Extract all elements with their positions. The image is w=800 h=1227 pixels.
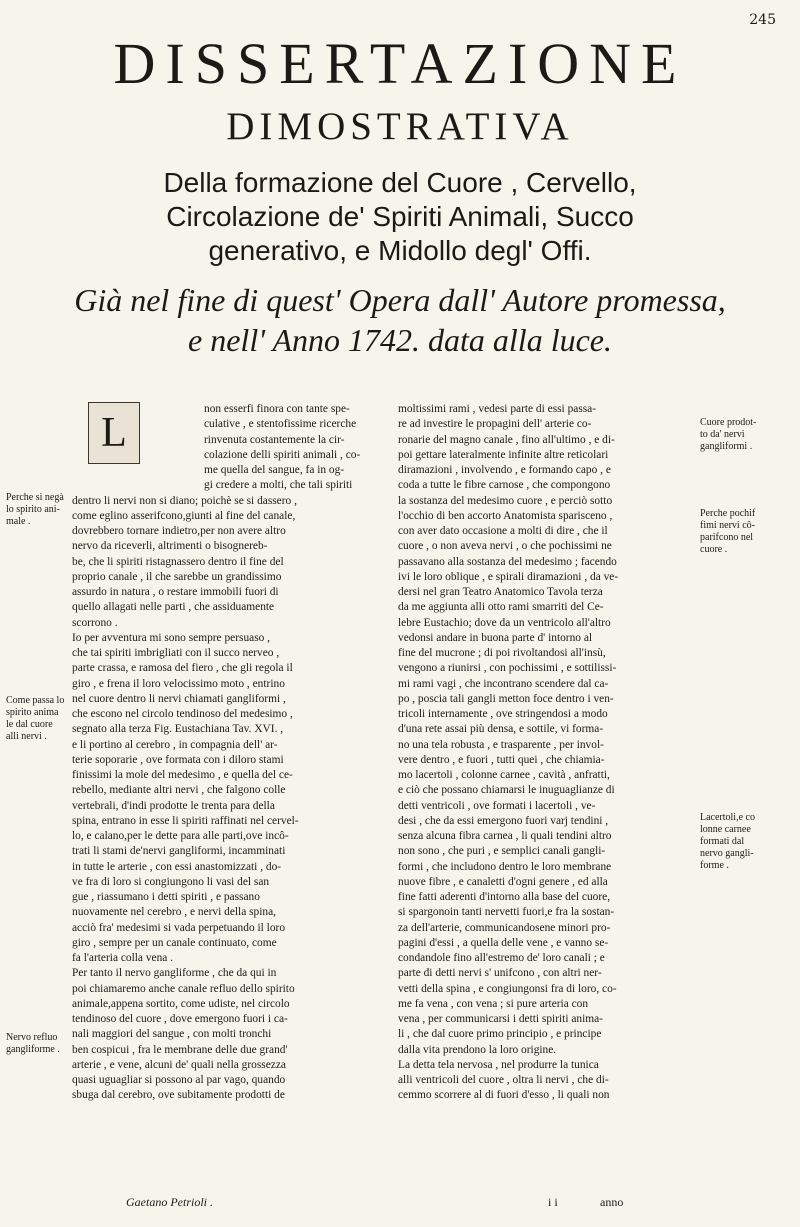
text-line: Per tanto il nervo gangliforme , che da qui in — [72, 967, 277, 980]
text-line: nel cuore dentro li nervi chiamati gangliformi , — [72, 692, 286, 705]
text-line: parte crassa, e ramosa del fiero , che gli regola il — [72, 662, 293, 675]
text-line: giro , sempre per un canale continuato, come — [72, 936, 277, 949]
margin-note-line: parifcono nel — [700, 532, 754, 543]
text-line: li , che dal cuore primo principio , e principe — [398, 1028, 602, 1041]
catchword: anno — [600, 1195, 624, 1209]
text-line: be, che li spiriti ristagnassero dentro il fine del — [72, 555, 284, 568]
text-line: giro , e frena il loro velocissimo moto , entrino — [72, 677, 285, 690]
text-line: lebre Eustachio; dove da un ventricolo all'altro — [398, 616, 611, 629]
right-margin-note — [700, 508, 790, 556]
text-line: ivi le loro oblique , e spirali diramazioni , da ve- — [398, 570, 619, 583]
text-line: tricoli internamente , ove stringendosi a modo — [398, 708, 608, 720]
text-line: po , poscia tali gangli metton foce dentro i ven- — [398, 692, 614, 705]
text-line: in tutte le arterie , con essi anastomizzati , do- — [72, 860, 282, 873]
text-line: me quella del sangue, fa in og- — [204, 464, 345, 476]
text-line: poi gettare lateralmente infinite altre reticolari — [398, 448, 609, 461]
text-line: tendinoso del cuore , dove emergono fuori i ca- — [72, 1013, 288, 1025]
text-line: condandole fino all'estremo de' loro canali ; e — [398, 952, 605, 964]
text-line: proprio canale , il che sarebbe un grandissimo — [72, 570, 282, 583]
text-line: re ad investire le propagini dell' arterie co- — [398, 418, 592, 431]
text-line: passavano alla sostanza del medesimo ; facendo — [398, 555, 617, 568]
margin-note-line: nervo gangli- — [700, 848, 754, 859]
text-line: poi chiamaremo anche canale refluo dello spirito — [72, 982, 295, 995]
text-line: nali maggiori del sangue , con molti tronchi — [72, 1028, 272, 1041]
text-line: da me aggiunta alli otto rami smarriti del Ce- — [398, 601, 604, 614]
text-line: finissimi la mole del medesimo , e quella del ce- — [72, 769, 293, 781]
initial-letter: L — [101, 410, 127, 456]
text-line: si spargonoin tanti nervetti fuori,e fra la sostan- — [398, 906, 615, 919]
text-line: colazione delli spiriti animali , co- — [204, 448, 361, 461]
text-line: nuovamente nel cerebro , e nervi della spina, — [72, 906, 276, 919]
text-line: che escono nel circolo tendinoso del medesimo , — [72, 708, 293, 720]
margin-note-line: Perche si negà — [6, 492, 64, 503]
margin-note-line: forme . — [700, 860, 729, 871]
text-line: ve fra di loro si congiungono li vasi del san — [72, 875, 270, 888]
text-line: segnato alla terza Fig. Eustachiana Tav. XVI. , — [72, 723, 284, 736]
page-number: 245 — [749, 12, 776, 28]
text-line: diramazioni , involvendo , e formando capo , e — [398, 464, 611, 476]
text-line: moltissimi rami , vedesi parte di essi passa- — [398, 403, 597, 415]
margin-note-line: gangliforme . — [6, 1044, 60, 1055]
left-text-column — [72, 402, 382, 1104]
text-line: ben cospicui , fra le membrane delle due grand' — [72, 1043, 288, 1056]
text-line: desi , che da essi emergono fuori varj tendini , — [398, 814, 609, 827]
text-line: vere dentro , e fuori , tutti quei , che chiamia- — [398, 753, 605, 766]
subtitle-line: Della formazione del Cuore , Cervello, — [163, 167, 637, 198]
margin-note-line: male . — [6, 516, 31, 527]
text-line: cemmo scorrere al di fuori d'esso , li quali non — [398, 1089, 610, 1102]
margin-note-line: lonne carnee — [700, 824, 751, 835]
text-line: vetti della spina , e congiungonsi fra di loro, co- — [398, 982, 617, 995]
right-margin-note — [700, 417, 790, 453]
title-line-1: DISSERTAZIONE — [113, 31, 687, 96]
text-line: animale,appena sortito, come udiste, nel circolo — [72, 997, 290, 1010]
right-text-column — [398, 402, 694, 1104]
margin-note-line: Come passa lo — [6, 695, 65, 706]
text-line: quasi uguagliar si possono al par vago, quando — [72, 1074, 286, 1086]
left-margin-note — [6, 492, 68, 528]
text-line: fa l'arteria colla vena . — [72, 952, 174, 964]
margin-note-line: to da' nervi — [700, 429, 745, 440]
italic-note-line: Già nel fine di quest' Opera dall' Autore promessa, — [74, 282, 726, 318]
left-margin-note — [6, 695, 68, 743]
text-line: d'una rete assai più densa, e sottile, vi forma- — [398, 723, 604, 736]
text-line: vena , per communicarsi i detti spiriti anima- — [398, 1013, 603, 1025]
text-line: non sono , che puri , e semplici canali gangli- — [398, 845, 606, 858]
margin-note-line: le dal cuore — [6, 719, 53, 730]
right-margin-note — [700, 812, 790, 872]
text-line: mo lacertoli , colonne carnee , cavità , anfratti, — [398, 769, 610, 781]
text-line: cuore , o non aveva nervi , o che pochissimi ne — [398, 540, 612, 553]
printer-signature: Gaetano Petrioli . — [126, 1195, 213, 1209]
text-line: culative , e stentofissime ricerche — [204, 418, 357, 431]
text-line: vertebrali, d'indi prodotte le trenta para della — [72, 799, 275, 812]
margin-note-line: formati dal — [700, 836, 745, 847]
text-line: lo, e calano,per le dette para alle parti,ove incô- — [72, 830, 289, 842]
text-line: mi rami vagi , che incontrano scendere dal ca- — [398, 677, 609, 690]
subtitle-line: Circolazione de' Spiriti Animali, Succo — [166, 201, 634, 232]
margin-note-line: alli nervi . — [6, 731, 47, 742]
text-line: Io per avventura mi sono sempre persuaso , — [72, 631, 271, 644]
text-line: me fa vena , con vena ; si pure arteria con — [398, 997, 589, 1010]
margin-note-line: Nervo refluo — [6, 1032, 58, 1043]
text-line: non esserfi finora con tante spe- — [204, 403, 350, 415]
margin-note-line: lo spirito ani- — [6, 504, 60, 515]
text-line: rebello, mediante altri nervi , che falgono colle — [72, 784, 286, 797]
text-line: sbuga dal cerebro, ove subitamente prodotti de — [72, 1089, 285, 1102]
text-line: fine fatti aderenti d'intorno alla base del cuore, — [398, 891, 611, 903]
text-line: La detta tela nervosa , nel produrre la tunica — [398, 1058, 599, 1071]
margin-note-line: fimi nervi cô- — [700, 520, 755, 531]
text-line: rinvenuta costantemente la cir- — [204, 433, 345, 446]
text-line: detti ventricoli , ove formati i lacertoli , ve- — [398, 799, 596, 812]
text-line: trati li stami de'nervi gangliformi, incamminati — [72, 845, 286, 858]
text-line: dalla vita prendono la loro origine. — [398, 1043, 557, 1056]
text-line: formi , che includono dentro le loro membrane — [398, 860, 612, 873]
sheet-mark: i i — [548, 1195, 558, 1209]
italic-note-line: e nell' Anno 1742. data alla luce. — [188, 322, 612, 358]
text-line: e ciò che possano chiamarsi le inuguaglianze di — [398, 784, 615, 797]
text-line: dersi nel gran Teatro Anatomico Tavola terza — [398, 586, 603, 598]
text-line: come eglino asserifcono,giunti al fine del canale, — [72, 509, 296, 522]
text-line: e li portino al cerebro , in compagnia dell' ar- — [72, 738, 278, 751]
margin-note-line: spirito anima — [6, 707, 59, 718]
text-line: coda a tutte le fibre carnose , che compongono — [398, 479, 611, 492]
text-line: vedonsi andare in buona parte d' intorno al — [398, 631, 593, 644]
text-line: con aver dato occasione a molti di dire , che il — [398, 525, 608, 537]
left-margin-note — [6, 1032, 68, 1056]
text-line: parte di detti nervi s' unifcono , con altri ner- — [398, 967, 602, 980]
text-line: che tai spiriti imbrigliati con il succo nerveo , — [72, 647, 280, 659]
title-line-2: DIMOSTRATIVA — [226, 105, 574, 148]
text-line: acciò fra' medesimi si vada perpetuando il loro — [72, 921, 286, 934]
text-line: scorrono . — [72, 616, 118, 629]
text-line: gue , riassumano i detti spiriti , e passano — [72, 891, 260, 903]
text-line: vengono a riunirsi , con pochissimi , e sottilissi- — [398, 662, 617, 675]
text-line: assurdo in natura , o restare immobili fuori di — [72, 586, 279, 598]
text-line: no una tela robusta , e trasparente , per invol- — [398, 738, 604, 751]
margin-note-line: Lacertoli,e co — [700, 812, 755, 823]
text-line: ronarie del magno canale , fino all'ultimo , e di- — [398, 433, 615, 446]
text-line: terie soporarie , ove formata con i diloro stami — [72, 753, 284, 766]
text-line: senza alcuna fibra carnea , li quali tendini altro — [398, 830, 612, 842]
text-line: nuove fibre , e canaletti d'ogni genere , ed alla — [398, 875, 608, 888]
margin-note-line: Cuore prodot- — [700, 417, 757, 428]
text-line: spina, entrano in esse li spiriti raffinati nel cervel- — [72, 814, 299, 827]
text-line: nervo da riceverli, altrimenti o bisognereb- — [72, 540, 268, 553]
margin-note-line: gangliformi . — [700, 441, 753, 452]
text-line: l'occhio di ben accorto Anatomista sparisceno , — [398, 509, 613, 522]
text-line: fine del mucrone ; di poi rivoltandosi all'insù, — [398, 647, 606, 659]
margin-note-line: Perche pochif — [700, 508, 756, 519]
text-line: dovrebbero tornare indietro,per non avere altro — [72, 525, 286, 537]
text-line: quello allagati nelle parti , che assiduamente — [72, 601, 275, 614]
margin-note-line: cuore . — [700, 544, 728, 555]
text-line: gi credere a molti, che tali spiriti — [204, 479, 353, 492]
text-line: alli ventricoli del cuore , oltra li nervi , che di- — [398, 1074, 609, 1086]
text-line: dentro li nervi non si diano; poichè se si dassero , — [72, 494, 297, 507]
text-line: za dell'arterie, communicandosene minori pro- — [398, 921, 611, 934]
text-line: arterie , e vene, alcuni de' quali nella grossezza — [72, 1058, 286, 1071]
subtitle-line: generativo, e Midollo degl' Offi. — [208, 235, 592, 266]
text-line: pagini d'essi , a quella delle vene , e vanno se- — [398, 936, 609, 949]
text-line: la sostanza del medesimo cuore , e perciò sotto — [398, 494, 613, 507]
